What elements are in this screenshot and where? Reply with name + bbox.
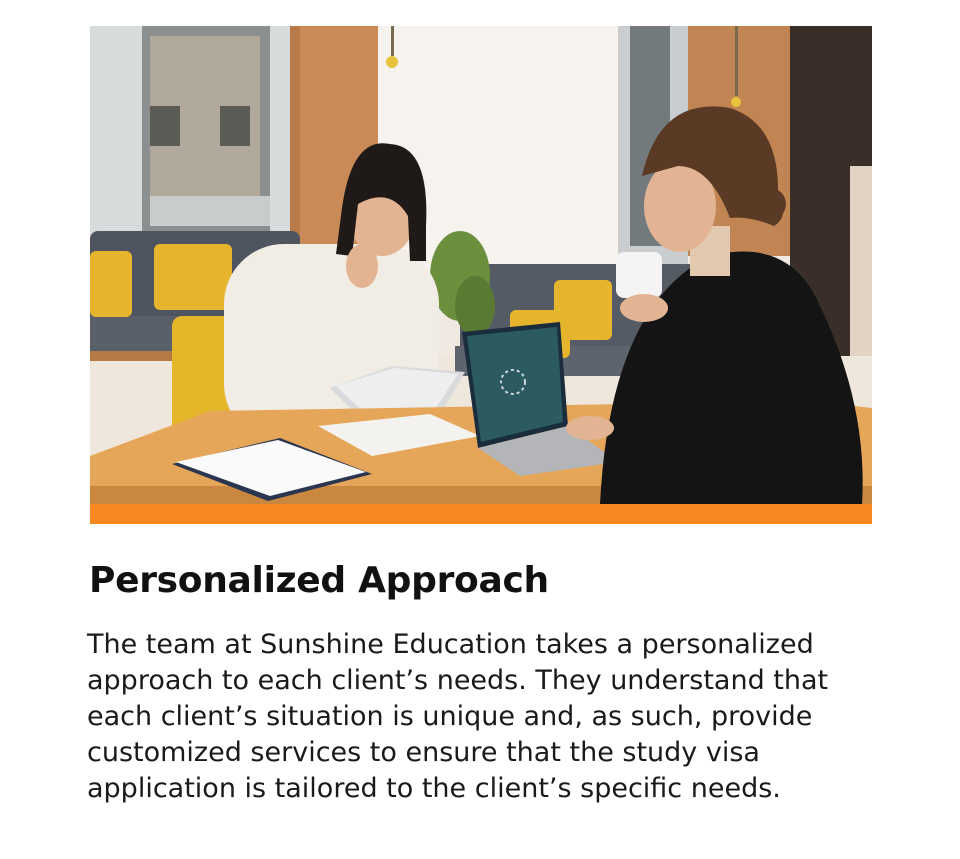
accent-bar bbox=[90, 504, 872, 524]
card-title: Personalized Approach bbox=[89, 560, 549, 601]
consultation-photo bbox=[90, 26, 872, 504]
card-image-frame bbox=[90, 26, 872, 524]
card-description: The team at Sunshine Education takes a personalized approach to each client’s needs. They understand that each client’s situation is unique and, as such, provide customized services to ensure that the study visa application is tailored to the client’s specific needs. bbox=[87, 629, 829, 804]
